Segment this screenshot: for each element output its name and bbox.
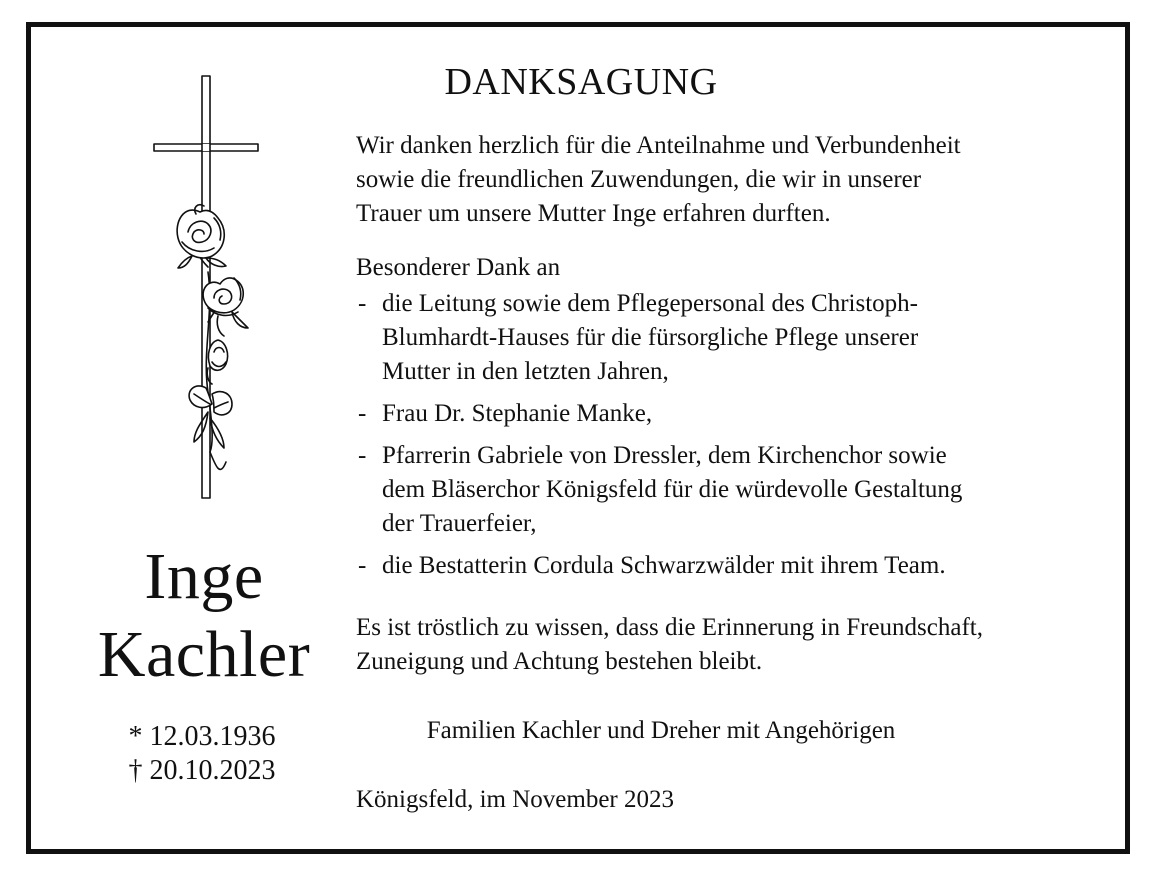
list-item-line: Frau Dr. Stephanie Manke,: [382, 400, 653, 427]
death-date: † 20.10.2023: [128, 755, 276, 786]
closing-paragraph: [356, 611, 1116, 679]
list-item: [356, 287, 1116, 389]
list-item-line: der Trauerfeier,: [382, 510, 537, 537]
deceased-name: [60, 538, 348, 694]
list-marker: -: [358, 552, 367, 579]
intro-line: sowie die freundlichen Zuwendungen, die wir in unserer: [356, 166, 922, 193]
list-marker: -: [358, 400, 367, 427]
intro-line: Trauer um unsere Mutter Inge erfahren durften.: [356, 200, 831, 227]
birth-date: * 12.03.1936: [128, 721, 276, 752]
closing-line: Es ist tröstlich zu wissen, dass die Erinnerung in Freundschaft,: [356, 614, 983, 641]
deceased-first-name: Inge: [144, 540, 264, 613]
family-signature: Familien Kachler und Dreher mit Angehörigen: [426, 717, 896, 744]
intro-line: Wir danken herzlich für die Anteilnahme und Verbundenheit: [356, 132, 961, 159]
life-dates: [90, 720, 314, 788]
list-item-line: Mutter in den letzten Jahren,: [382, 358, 669, 385]
list-item-line: Pfarrerin Gabriele von Dressler, dem Kirchenchor sowie: [382, 442, 947, 469]
special-thanks-label: Besonderer Dank an: [356, 254, 561, 281]
list-item: [356, 439, 1116, 541]
closing-line: Zuneigung und Achtung bestehen bleibt.: [356, 648, 763, 675]
special-thanks-list: [356, 287, 1116, 591]
list-item-line: die Leitung sowie dem Pflegepersonal des Christoph-: [382, 290, 918, 317]
list-item-line: dem Bläserchor Königsfeld für die würdevolle Gestaltung: [382, 476, 963, 503]
list-item-line: Blumhardt-Hauses für die fürsorgliche Pflege unserer: [382, 324, 919, 351]
list-marker: -: [358, 290, 367, 317]
cross-with-roses-icon: [148, 72, 268, 502]
place-date: Königsfeld, im November 2023: [356, 786, 675, 813]
list-marker: -: [358, 442, 367, 469]
rose-top: [177, 205, 226, 268]
deceased-last-name: Kachler: [97, 618, 311, 691]
page-title: DANKSAGUNG: [444, 61, 718, 103]
list-item-line: die Bestatterin Cordula Schwarzwälder mit ihrem Team.: [382, 552, 946, 579]
list-item: [356, 549, 1116, 583]
list-item: [356, 397, 1116, 431]
intro-paragraph: [356, 129, 1116, 231]
